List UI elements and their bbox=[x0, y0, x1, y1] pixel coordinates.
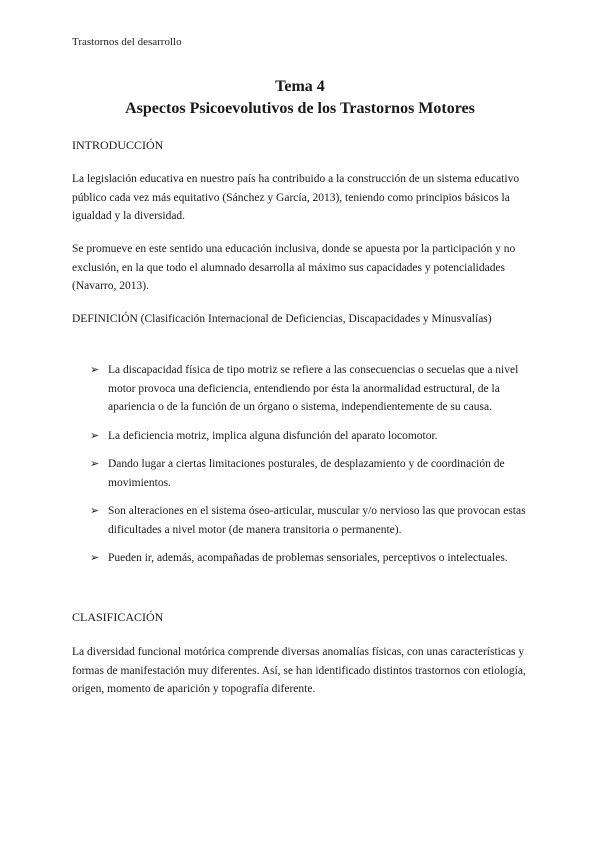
arrow-bullet-icon: ➢ bbox=[90, 457, 100, 470]
classification-heading: CLASIFICACIÓN bbox=[72, 610, 164, 624]
list-item bbox=[90, 455, 530, 492]
intro-heading: INTRODUCCIÓN bbox=[72, 138, 164, 152]
list-item-text: Dando lugar a ciertas limitaciones posturales, de desplazamiento y de coordinación de movimientos. bbox=[108, 458, 505, 489]
document-title bbox=[60, 76, 540, 120]
title-line-2: Aspectos Psicoevolutivos de los Trastornos Motores bbox=[125, 100, 475, 117]
list-item-text: Son alteraciones en el sistema óseo-articular, muscular y/o nervioso las que provocan estas dificultades a nivel motor (de manera transitoria o permanente). bbox=[108, 505, 526, 536]
title-line-1: Tema 4 bbox=[275, 78, 325, 95]
list-item bbox=[90, 502, 530, 539]
list-item bbox=[90, 549, 530, 568]
list-item-text: Pueden ir, además, acompañadas de problemas sensoriales, perceptivos o intelectuales. bbox=[108, 552, 508, 564]
intro-paragraph-1: La legislación educativa en nuestro país ha contribuido a la construcción de un sistema educativo público cada vez más equitativo (Sánchez y García, 2013), teniendo como principios básicos la igualdad y la diversidad. bbox=[72, 173, 520, 222]
list-item bbox=[90, 361, 530, 417]
arrow-bullet-icon: ➢ bbox=[90, 551, 100, 564]
running-header: Trastornos del desarrollo bbox=[72, 36, 182, 48]
list-item-text: La deficiencia motriz, implica alguna disfunción del aparato locomotor. bbox=[108, 429, 438, 442]
arrow-bullet-icon: ➢ bbox=[90, 428, 100, 442]
definition-list bbox=[90, 361, 530, 578]
list-item-text: La discapacidad física de tipo motriz se refiere a las consecuencias o secuelas que a nivel motor provoca una deficiencia, entendiendo por ésta la anormalidad estructural, de la apariencia o de la función de un órgano o sistema, independientemente de su causa. bbox=[108, 364, 519, 413]
classification-paragraph-1: La diversidad funcional motórica comprende diversas anomalías físicas, con unas características y formas de manifestación muy diferentes. Así, se han identificado distintos trastornos con etiología, origen, momento de aparición y topografía diferente. bbox=[72, 646, 526, 695]
arrow-bullet-icon: ➢ bbox=[90, 504, 100, 517]
arrow-bullet-icon: ➢ bbox=[90, 363, 100, 376]
definition-heading: DEFINICIÓN (Clasificación Internacional de Deficiencias, Discapacidades y Minusvalías) bbox=[72, 313, 492, 325]
intro-paragraph-2: Se promueve en este sentido una educación inclusiva, donde se apuesta por la participación y no exclusión, en la que todo el alumnado desarrolla al máximo sus capacidades y potencialidades (Navarro, 2013). bbox=[72, 243, 516, 292]
list-item bbox=[90, 427, 530, 446]
